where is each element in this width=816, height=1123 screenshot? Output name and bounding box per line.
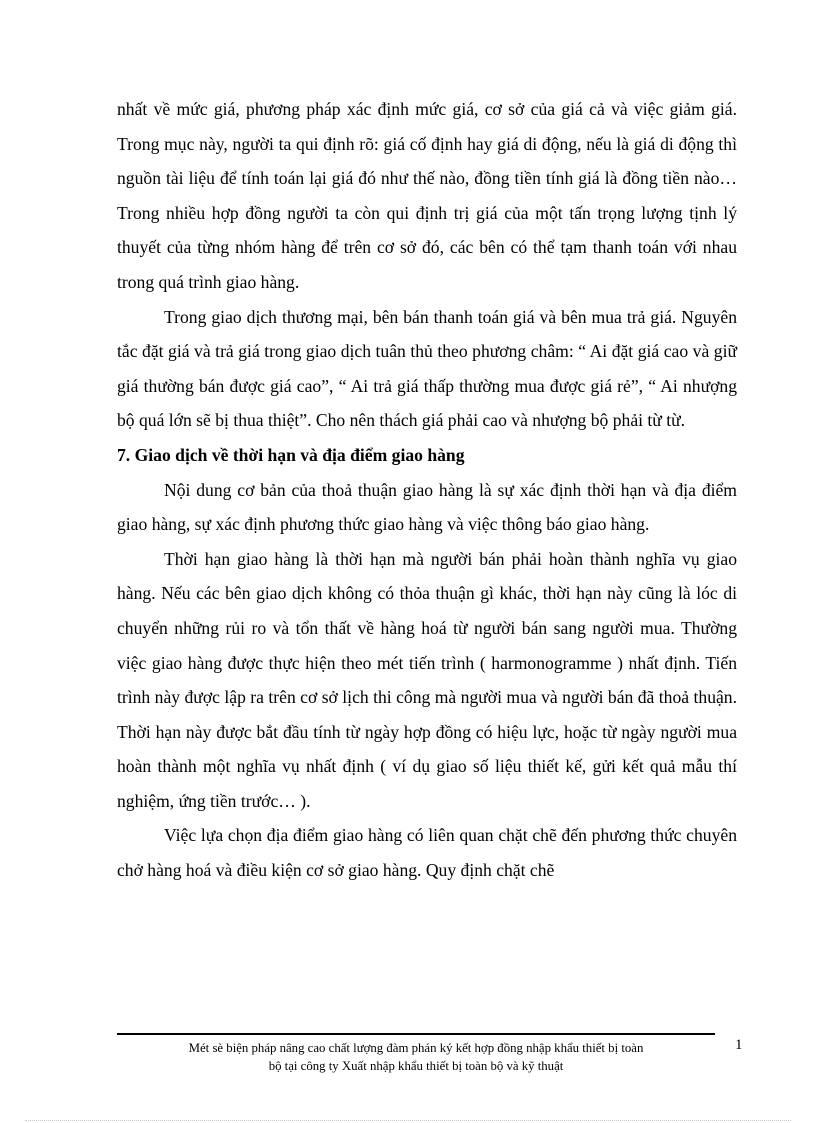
paragraph-delivery-agreement: Nội dung cơ bản của thoả thuận giao hàng là sự xác định thời hạn và địa điểm giao hàng, sự xác định phương thức giao hàng và việc thông báo giao hàng. [117,479,737,535]
footer-divider [117,1033,715,1035]
footer [117,1039,715,1075]
page-number: 1 [735,1037,743,1053]
body-text [117,92,737,888]
section-heading-delivery: 7. Giao dịch về thời hạn và địa điểm giao hàng [117,444,465,465]
paragraph-price-negotiation: Trong giao dịch thương mại, bên bán thanh toán giá và bên mua trả giá. Nguyên tắc đặt giá và trả giá trong giao dịch tuân thủ theo phương châm: “ Ai đặt giá cao và giữ giá thường bán được giá cao”, “ Ai trả giá thấp thường mua được giá rẻ”, “ Ai nhượng bộ quá lớn sẽ bị thua thiệt”. Cho nên thách giá phải cao và nhượng bộ phải từ từ. [117,306,737,431]
paragraph-price-terms: nhất về mức giá, phương pháp xác định mức giá, cơ sở của giá cả và việc giảm giá. Trong mục này, người ta qui định rõ: giá cố định hay giá di động, nếu là giá di động thì nguồn tài liệu để tính toán lại giá đó như thế nào, đồng tiền tính giá là đồng tiền nào…Trong nhiều hợp đồng người ta còn qui định trị giá của một tấn trọng lượng tịnh lý thuyết của từng nhóm hàng để trên cơ sở đó, các bên có thể tạm thanh toán với nhau trong quá trình giao hàng. [117,99,737,292]
footer-title-line-2: bộ tại công ty Xuất nhập khẩu thiết bị toàn bộ và kỹ thuật [268,1059,564,1073]
paragraph-delivery-place: Việc lựa chọn địa điểm giao hàng có liên quan chặt chẽ đến phương thức chuyên chở hàng hoá và điều kiện cơ sở giao hàng. Quy định chặt chẽ [117,825,737,881]
page-bottom-border [25,1120,791,1121]
footer-title-line-1: Mét sè biện pháp nâng cao chất lượng đàm phán ký kết hợp đồng nhập khẩu thiết bị toàn [188,1041,644,1055]
paragraph-delivery-time: Thời hạn giao hàng là thời hạn mà người bán phải hoàn thành nghĩa vụ giao hàng. Nếu các bên giao dịch không có thỏa thuận gì khác, thời hạn này cũng là lóc di chuyển những rủi ro và tổn thất về hàng hoá từ người bán sang người mua. Thường việc giao hàng được thực hiện theo mét tiến trình ( harmonogramme ) nhất định. Tiến trình này được lập ra trên cơ sở lịch thi công mà người mua và người bán đã thoả thuận. Thời hạn này được bắt đầu tính từ ngày hợp đồng có hiệu lực, hoặc từ ngày người mua hoàn thành một nghĩa vụ nhất định ( ví dụ giao số liệu thiết kế, gửi kết quả mẫu thí nghiệm, ứng tiền trước… ). [117,548,737,811]
